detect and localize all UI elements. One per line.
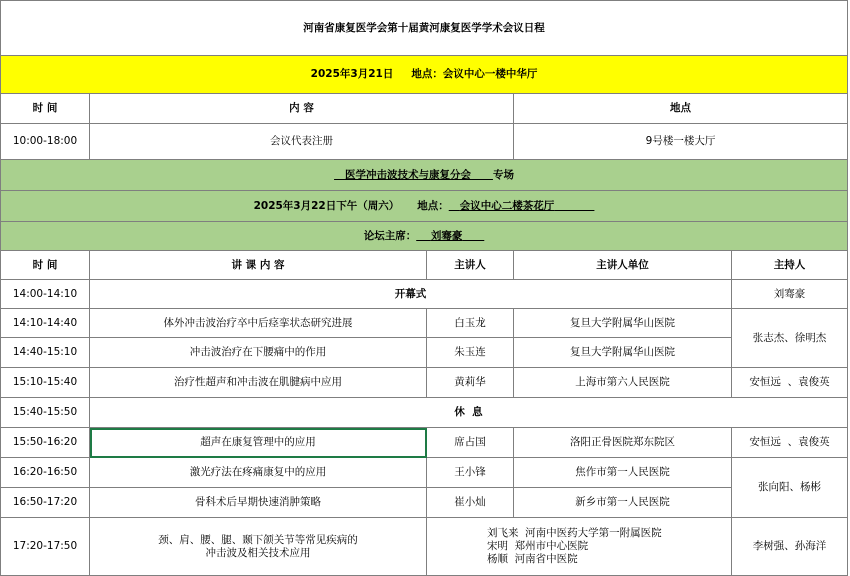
table-row-topic: 骨科术后早期快速消肿策略 — [90, 488, 427, 518]
selected-cell-topic[interactable]: 超声在康复管理中的应用 — [90, 428, 427, 458]
opening-label: 开幕式 — [90, 280, 732, 309]
table-row-time: 14:10-14:40 — [1, 309, 90, 338]
col-header-topic: 讲 课 内 容 — [90, 251, 427, 280]
table-row-time: 16:50-17:20 — [1, 488, 90, 518]
table-row-speaker: 白玉龙 — [427, 309, 514, 338]
session-chair: 刘骞豪 — [430, 229, 463, 242]
table-row-unit: 上海市第六人民医院 — [514, 368, 732, 398]
last-topic-line1: 颈、肩、腰、腿、颞下颌关节等常见疾病的 — [158, 533, 358, 546]
registration-time: 10:00-18:00 — [1, 124, 90, 160]
speaker-line: 杨顺 河南省中医院 — [487, 553, 578, 565]
speaker-line: 宋明 郑州市中心医院 — [487, 540, 589, 552]
col-header-speaker: 主讲人 — [427, 251, 514, 280]
table-row-unit: 复旦大学附属华山医院 — [514, 338, 732, 368]
table-row-unit: 复旦大学附属华山医院 — [514, 309, 732, 338]
session-date: 2025年3月22日下午（周六） — [253, 199, 400, 212]
last-row-topic — [90, 518, 427, 576]
table-row-topic: 体外冲击波治疗卒中后痉挛状态研究进展 — [90, 309, 427, 338]
table-row-topic: 治疗性超声和冲击波在肌腱病中应用 — [90, 368, 427, 398]
table-row-time: 14:40-15:10 — [1, 338, 90, 368]
host-row4: 安恒远 、袁俊英 — [732, 428, 848, 458]
day1-venue-label: 地点： — [411, 68, 443, 80]
day1-banner — [1, 56, 848, 94]
header-time: 时 间 — [1, 94, 90, 124]
opening-host: 刘骞豪 — [732, 280, 848, 309]
opening-time: 14:00-14:10 — [1, 280, 90, 309]
table-row-speaker: 黄莉华 — [427, 368, 514, 398]
last-row-time: 17:20-17:50 — [1, 518, 90, 576]
hosts-group-b: 张向阳、杨彬 — [732, 458, 848, 518]
table-row-time: 16:20-16:50 — [1, 458, 90, 488]
table-row-speaker: 朱玉连 — [427, 338, 514, 368]
col-header-unit: 主讲人单位 — [514, 251, 732, 280]
break-time: 15:40-15:50 — [1, 398, 90, 428]
table-row-unit: 新乡市第一人民医院 — [514, 488, 732, 518]
day1-venue: 会议中心一楼中华厅 — [442, 68, 538, 80]
table-row-speaker: 王小锋 — [427, 458, 514, 488]
session-suffix: 专场 — [492, 168, 514, 181]
hosts-group-a: 张志杰、徐明杰 — [732, 309, 848, 368]
speaker-line: 刘飞来 河南中医药大学第一附属医院 — [487, 527, 662, 539]
last-row-speakers — [427, 518, 732, 576]
table-row-topic: 冲击波治疗在下腰痛中的作用 — [90, 338, 427, 368]
header-content: 内 容 — [90, 94, 514, 124]
last-row-host: 李树强、孙海洋 — [732, 518, 848, 576]
table-row-unit: 焦作市第一人民医院 — [514, 458, 732, 488]
session-chair-banner — [1, 222, 848, 251]
table-row-time: 15:50-16:20 — [1, 428, 90, 458]
session-chair-label: 论坛主席： — [363, 229, 417, 242]
header-location: 地点 — [514, 94, 848, 124]
registration-location: 9号楼一楼大厅 — [514, 124, 848, 160]
table-row-time: 15:10-15:40 — [1, 368, 90, 398]
last-topic-line2: 冲击波及相关技术应用 — [205, 546, 311, 559]
table-row-topic: 激光疗法在疼痛康复中的应用 — [90, 458, 427, 488]
session-date-banner — [1, 191, 848, 222]
day1-date: 2025年3月21日 — [310, 68, 394, 80]
table-row-speaker: 席占国 — [427, 428, 514, 458]
host-row3: 安恒远 、袁俊英 — [732, 368, 848, 398]
col-header-host: 主持人 — [732, 251, 848, 280]
session-banner — [1, 160, 848, 191]
session-society: 医学冲击波技术与康复分会 — [345, 168, 472, 181]
break-label: 休 息 — [90, 398, 848, 428]
registration-content: 会议代表注册 — [90, 124, 514, 160]
table-row-speaker: 崔小灿 — [427, 488, 514, 518]
page-title: 河南省康复医学会第十届黄河康复医学学术会议日程 — [1, 1, 848, 56]
session-venue-label: 地点： — [417, 199, 449, 212]
session-venue: 会议中心二楼茶花厅 — [459, 199, 555, 212]
table-row-unit: 洛阳正骨医院郑东院区 — [514, 428, 732, 458]
col-header-time: 时 间 — [1, 251, 90, 280]
